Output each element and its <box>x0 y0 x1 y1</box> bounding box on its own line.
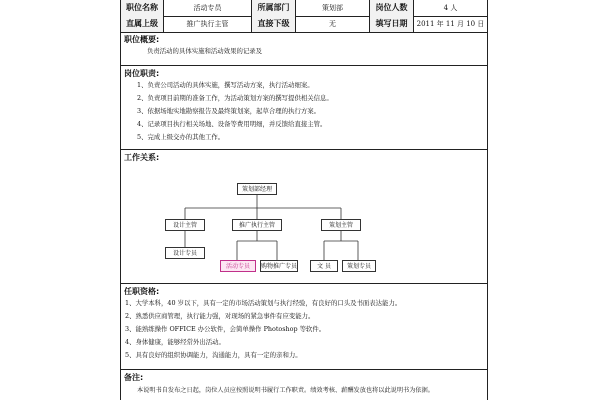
overview-text: 负责活动的具体实施和活动效果的记录及 <box>147 47 263 55</box>
department-label: 所属部门 <box>251 0 295 16</box>
org-node-promo-specialist: 购物推广专员 <box>260 260 298 272</box>
relations-title: 工作关系: <box>124 153 160 162</box>
superior-value: 推广执行主管 <box>163 16 251 32</box>
org-node-manager: 策划部经理 <box>237 183 277 195</box>
org-node-clerk: 文 员 <box>310 260 338 272</box>
notes-text: 本说明书自发布之日起，岗位人员应按照说明书履行工作职责。绩效考核、薪酬发放也将以此说明书为依据。 <box>137 387 434 394</box>
duty-item: 5、完成上级交办的其他工作。 <box>137 133 225 141</box>
duties-section <box>121 66 487 150</box>
subordinate-value: 无 <box>295 16 369 32</box>
duty-item: 3、依据场地实地勘察报告及最终策划案，起草合理的执行方案。 <box>137 107 321 115</box>
department-value: 策划部 <box>295 0 369 16</box>
job-description-form <box>120 0 488 400</box>
duty-item: 1、负责公司活动的具体实施，撰写活动方案，执行活动细案。 <box>137 81 314 89</box>
relations-section <box>121 150 487 284</box>
overview-section <box>121 32 487 66</box>
duty-item: 4、记录项目执行相关场地、设备等费用明细，并反馈给直接主管。 <box>137 120 327 128</box>
notes-section <box>121 370 487 400</box>
qualification-item: 5、具有良好的组织协调能力，沟通能力，具有一定的亲和力。 <box>125 351 302 359</box>
date-value: 2011 年 11 月 10 日 <box>413 16 487 32</box>
header-row-1 <box>121 0 487 17</box>
qualifications-section <box>121 284 487 370</box>
qualification-item: 4、身体健康，能够经常外出活动。 <box>125 338 225 346</box>
headcount-value: 4 人 <box>413 0 487 16</box>
position-name-value: 活动专员 <box>163 0 251 16</box>
date-label: 填写日期 <box>369 16 413 32</box>
qualification-item: 3、能熟练操作 OFFICE 办公软件，会简单操作 Photoshop 等软件。 <box>125 325 326 333</box>
org-node-design-lead: 设计主管 <box>165 219 205 231</box>
duty-item: 2、负责项目前期的准备工作，为活动策划方案的撰写提供相关信息。 <box>137 94 333 102</box>
duties-title: 岗位职责: <box>124 69 160 78</box>
org-node-planner: 策划专员 <box>342 260 376 272</box>
headcount-label: 岗位人数 <box>369 0 413 16</box>
superior-label: 直属上级 <box>121 16 163 32</box>
qualification-item: 1、大学本科，40 岁以下，具有一定的市场活动策划与执行经验，有良好的口头及书面表达能力。 <box>125 299 402 307</box>
org-node-designer: 设计专员 <box>165 247 205 259</box>
org-node-promo-lead: 推广执行主管 <box>232 219 282 231</box>
org-node-plan-lead: 策划主管 <box>321 219 361 231</box>
header-row-2 <box>121 16 487 33</box>
position-name-label: 职位名称 <box>121 0 163 16</box>
org-chart-lines <box>121 150 487 284</box>
notes-title: 备注: <box>124 373 144 382</box>
subordinate-label: 直接下级 <box>251 16 295 32</box>
qualification-item: 2、熟悉供应商管理，执行能力强，对现场的紧急事件有应变能力。 <box>125 312 315 320</box>
overview-title: 职位概要: <box>124 35 160 44</box>
org-node-activity-specialist: 活动专员 <box>220 260 256 272</box>
qualifications-title: 任职资格: <box>124 287 160 296</box>
